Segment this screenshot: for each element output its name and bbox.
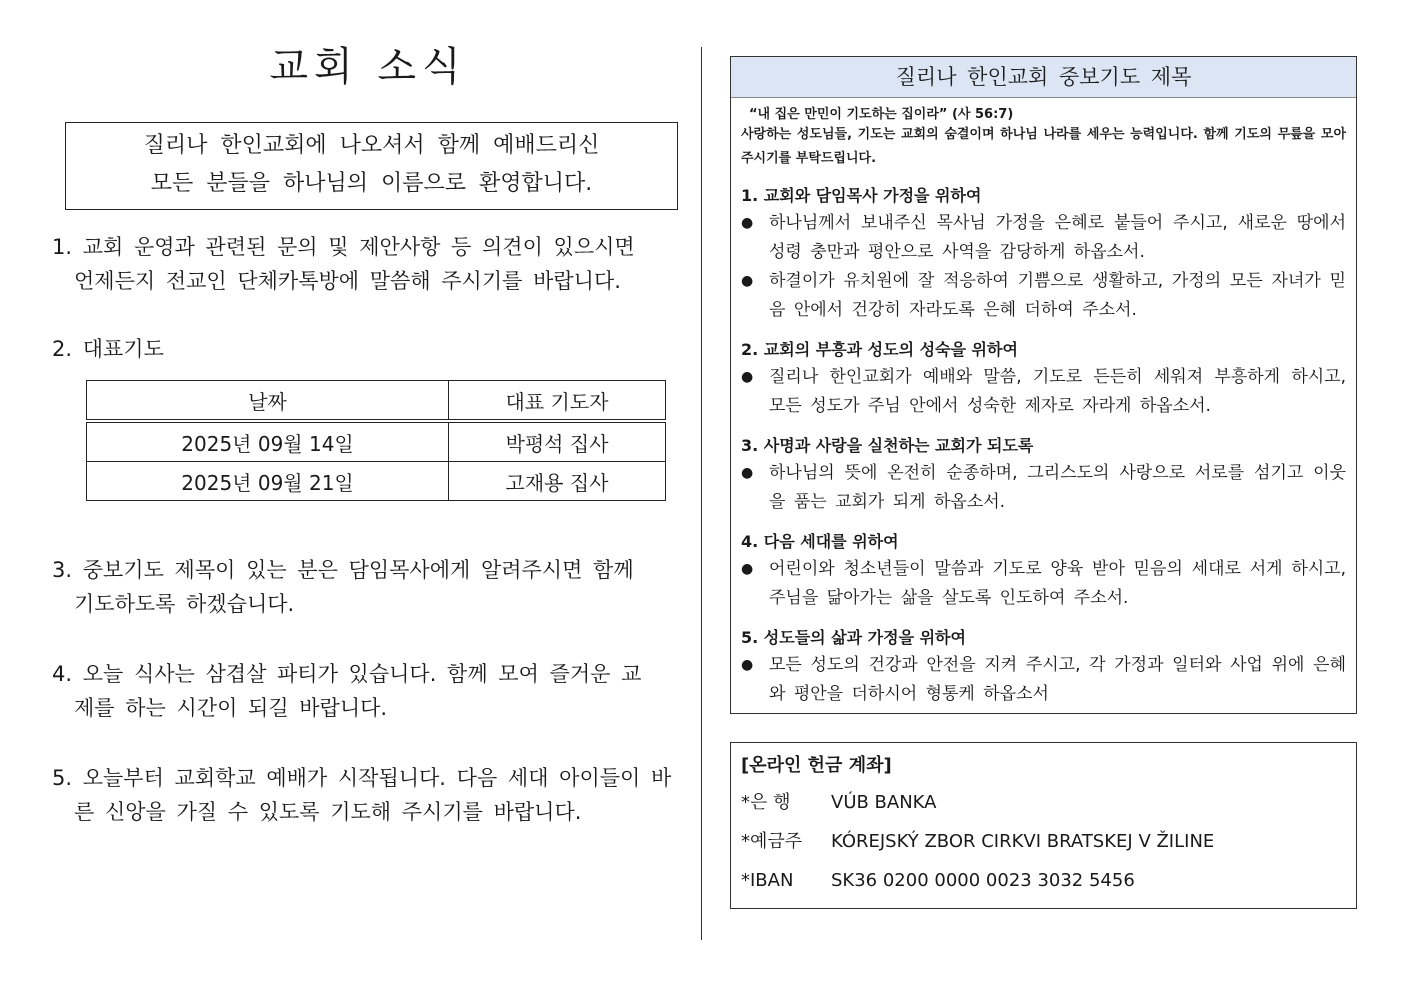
news-item-text: 3. 중보기도 제목이 있는 분은 담임목사에게 알려주시면 함께 bbox=[52, 558, 634, 582]
column-divider bbox=[701, 47, 702, 940]
list-item bbox=[741, 267, 1346, 325]
list-item-text: 모든 성도의 건강과 안전을 지켜 주시고, 각 가정과 일터와 사업 위에 은혜와 평안을 더하시어 형통케 하옵소서 bbox=[769, 655, 1346, 704]
prayer-section-3 bbox=[741, 433, 1346, 517]
account-row-iban bbox=[741, 861, 1346, 900]
bullet-icon: ● bbox=[741, 657, 754, 673]
news-item-text: 5. 오늘부터 교회학교 예배가 시작됩니다. 다음 세대 아이들이 바 bbox=[52, 766, 672, 790]
welcome-line: 모든 분들을 하나님의 이름으로 환영합니다. bbox=[150, 171, 593, 196]
section-title: 4. 다음 세대를 위하여 bbox=[741, 532, 899, 551]
account-title: [온라인 헌금 계좌] bbox=[741, 755, 892, 776]
news-item-text: 1. 교회 운영과 관련된 문의 및 제안사항 등 의견이 있으시면 bbox=[52, 235, 635, 259]
account-value: KÓREJSKÝ ZBOR CIRKVI BRATSKEJ V ŽILINE bbox=[831, 831, 1215, 852]
list-item-text: 하결이가 유치원에 잘 적응하여 기쁨으로 생활하고, 가정의 모든 자녀가 믿음 안에서 건강히 자라도록 은혜 더하여 주소서. bbox=[769, 271, 1346, 320]
list-item-text: 하나님께서 보내주신 목사님 가정을 은혜로 붙들어 주시고, 새로운 땅에서 성령 충만과 평안으로 사역을 감당하게 하옵소서. bbox=[769, 213, 1346, 262]
list-item-text: 하나님의 뜻에 온전히 순종하며, 그리스도의 사랑으로 서로를 섬기고 이웃을 품는 교회가 되게 하옵소서. bbox=[769, 463, 1346, 512]
news-item-text: 제를 하는 시간이 되길 바랍니다. bbox=[74, 696, 388, 720]
news-item-4 bbox=[52, 657, 684, 725]
bullet-icon: ● bbox=[741, 465, 754, 481]
section-title: 5. 성도들의 삶과 가정을 위하여 bbox=[741, 628, 966, 647]
table-cell-prayer-leader: 박평석 집사 bbox=[449, 421, 666, 462]
list-item-text: 질리나 한인교회가 예배와 말씀, 기도로 든든히 세워져 부흥하게 하시고, 모든 성도가 주님 안에서 성숙한 제자로 자라게 하옵소서. bbox=[769, 367, 1346, 416]
account-value: VÚB BANKA bbox=[831, 792, 937, 813]
account-label: *예금주 bbox=[741, 831, 803, 852]
account-value: SK36 0200 0000 0023 3032 5456 bbox=[831, 870, 1135, 891]
list-item bbox=[741, 209, 1346, 267]
section-title: 1. 교회와 담임목사 가정을 위하여 bbox=[741, 186, 982, 205]
welcome-line: 질리나 한인교회에 나오셔서 함께 예배드리신 bbox=[143, 133, 600, 158]
prayer-topics-box bbox=[730, 56, 1357, 714]
church-news-column bbox=[52, 40, 684, 829]
list-item bbox=[741, 459, 1346, 517]
list-item bbox=[741, 363, 1346, 421]
account-row-holder bbox=[741, 822, 1346, 861]
table-header-date: 날짜 bbox=[87, 381, 449, 422]
table-row bbox=[87, 462, 666, 501]
scripture-verse: “내 집은 만민이 기도하는 집이라” (사 56:7) bbox=[749, 107, 1014, 122]
list-item-text: 어린이와 청소년들이 말씀과 기도로 양육 받아 믿음의 세대로 서게 하시고, 주님을 닮아가는 삶을 살도록 인도하여 주소서. bbox=[769, 559, 1346, 608]
table-cell-prayer-leader: 고재용 집사 bbox=[449, 462, 666, 501]
news-item-5 bbox=[52, 761, 684, 829]
bullet-icon: ● bbox=[741, 561, 754, 577]
bullet-icon: ● bbox=[741, 273, 754, 289]
account-label: *IBAN bbox=[741, 870, 794, 891]
prayer-intro: 사랑하는 성도님들, 기도는 교회의 숨결이며 하나님 나라를 세우는 능력입니다. 함께 기도의 무릎을 모아 주시기를 부탁드립니다. bbox=[741, 127, 1346, 166]
welcome-box bbox=[65, 122, 678, 210]
intercessory-prayer-column bbox=[730, 56, 1357, 909]
bullet-icon: ● bbox=[741, 215, 754, 231]
prayer-section-2 bbox=[741, 337, 1346, 421]
news-item-text: 른 신앙을 가질 수 있도록 기도해 주시기를 바랍니다. bbox=[74, 800, 582, 824]
list-item bbox=[741, 651, 1346, 709]
news-item-2-title: 2. 대표기도 bbox=[52, 337, 164, 361]
prayer-topics-header: 질리나 한인교회 중보기도 제목 bbox=[731, 57, 1356, 98]
table-cell-date: 2025년 09월 21일 bbox=[87, 462, 449, 501]
news-item-text: 4. 오늘 식사는 삼겹살 파티가 있습니다. 함께 모여 즐거운 교 bbox=[52, 662, 642, 686]
news-item-text: 기도하도록 하겠습니다. bbox=[74, 592, 295, 616]
account-row-bank bbox=[741, 783, 1346, 822]
table-header-prayer-leader: 대표 기도자 bbox=[449, 381, 666, 422]
news-item-1 bbox=[52, 230, 684, 298]
table-row bbox=[87, 421, 666, 462]
list-item bbox=[741, 555, 1346, 613]
representative-prayer-table bbox=[86, 380, 666, 501]
news-item-3 bbox=[52, 553, 684, 621]
online-offering-account-box bbox=[730, 742, 1357, 909]
bullet-icon: ● bbox=[741, 369, 754, 385]
prayer-section-1 bbox=[741, 183, 1346, 325]
prayer-topics-body bbox=[731, 98, 1356, 713]
news-item-text: 언제든지 전교인 단체카톡방에 말씀해 주시기를 바랍니다. bbox=[74, 269, 621, 293]
table-header-row bbox=[87, 381, 666, 422]
prayer-section-4 bbox=[741, 529, 1346, 613]
section-title: 3. 사명과 사랑을 실천하는 교회가 되도록 bbox=[741, 436, 1034, 455]
page-title: 교회 소식 bbox=[269, 44, 467, 90]
prayer-section-5 bbox=[741, 625, 1346, 709]
account-label: *은 행 bbox=[741, 792, 791, 813]
section-title: 2. 교회의 부흥과 성도의 성숙을 위하여 bbox=[741, 340, 1018, 359]
table-cell-date: 2025년 09월 14일 bbox=[87, 421, 449, 462]
